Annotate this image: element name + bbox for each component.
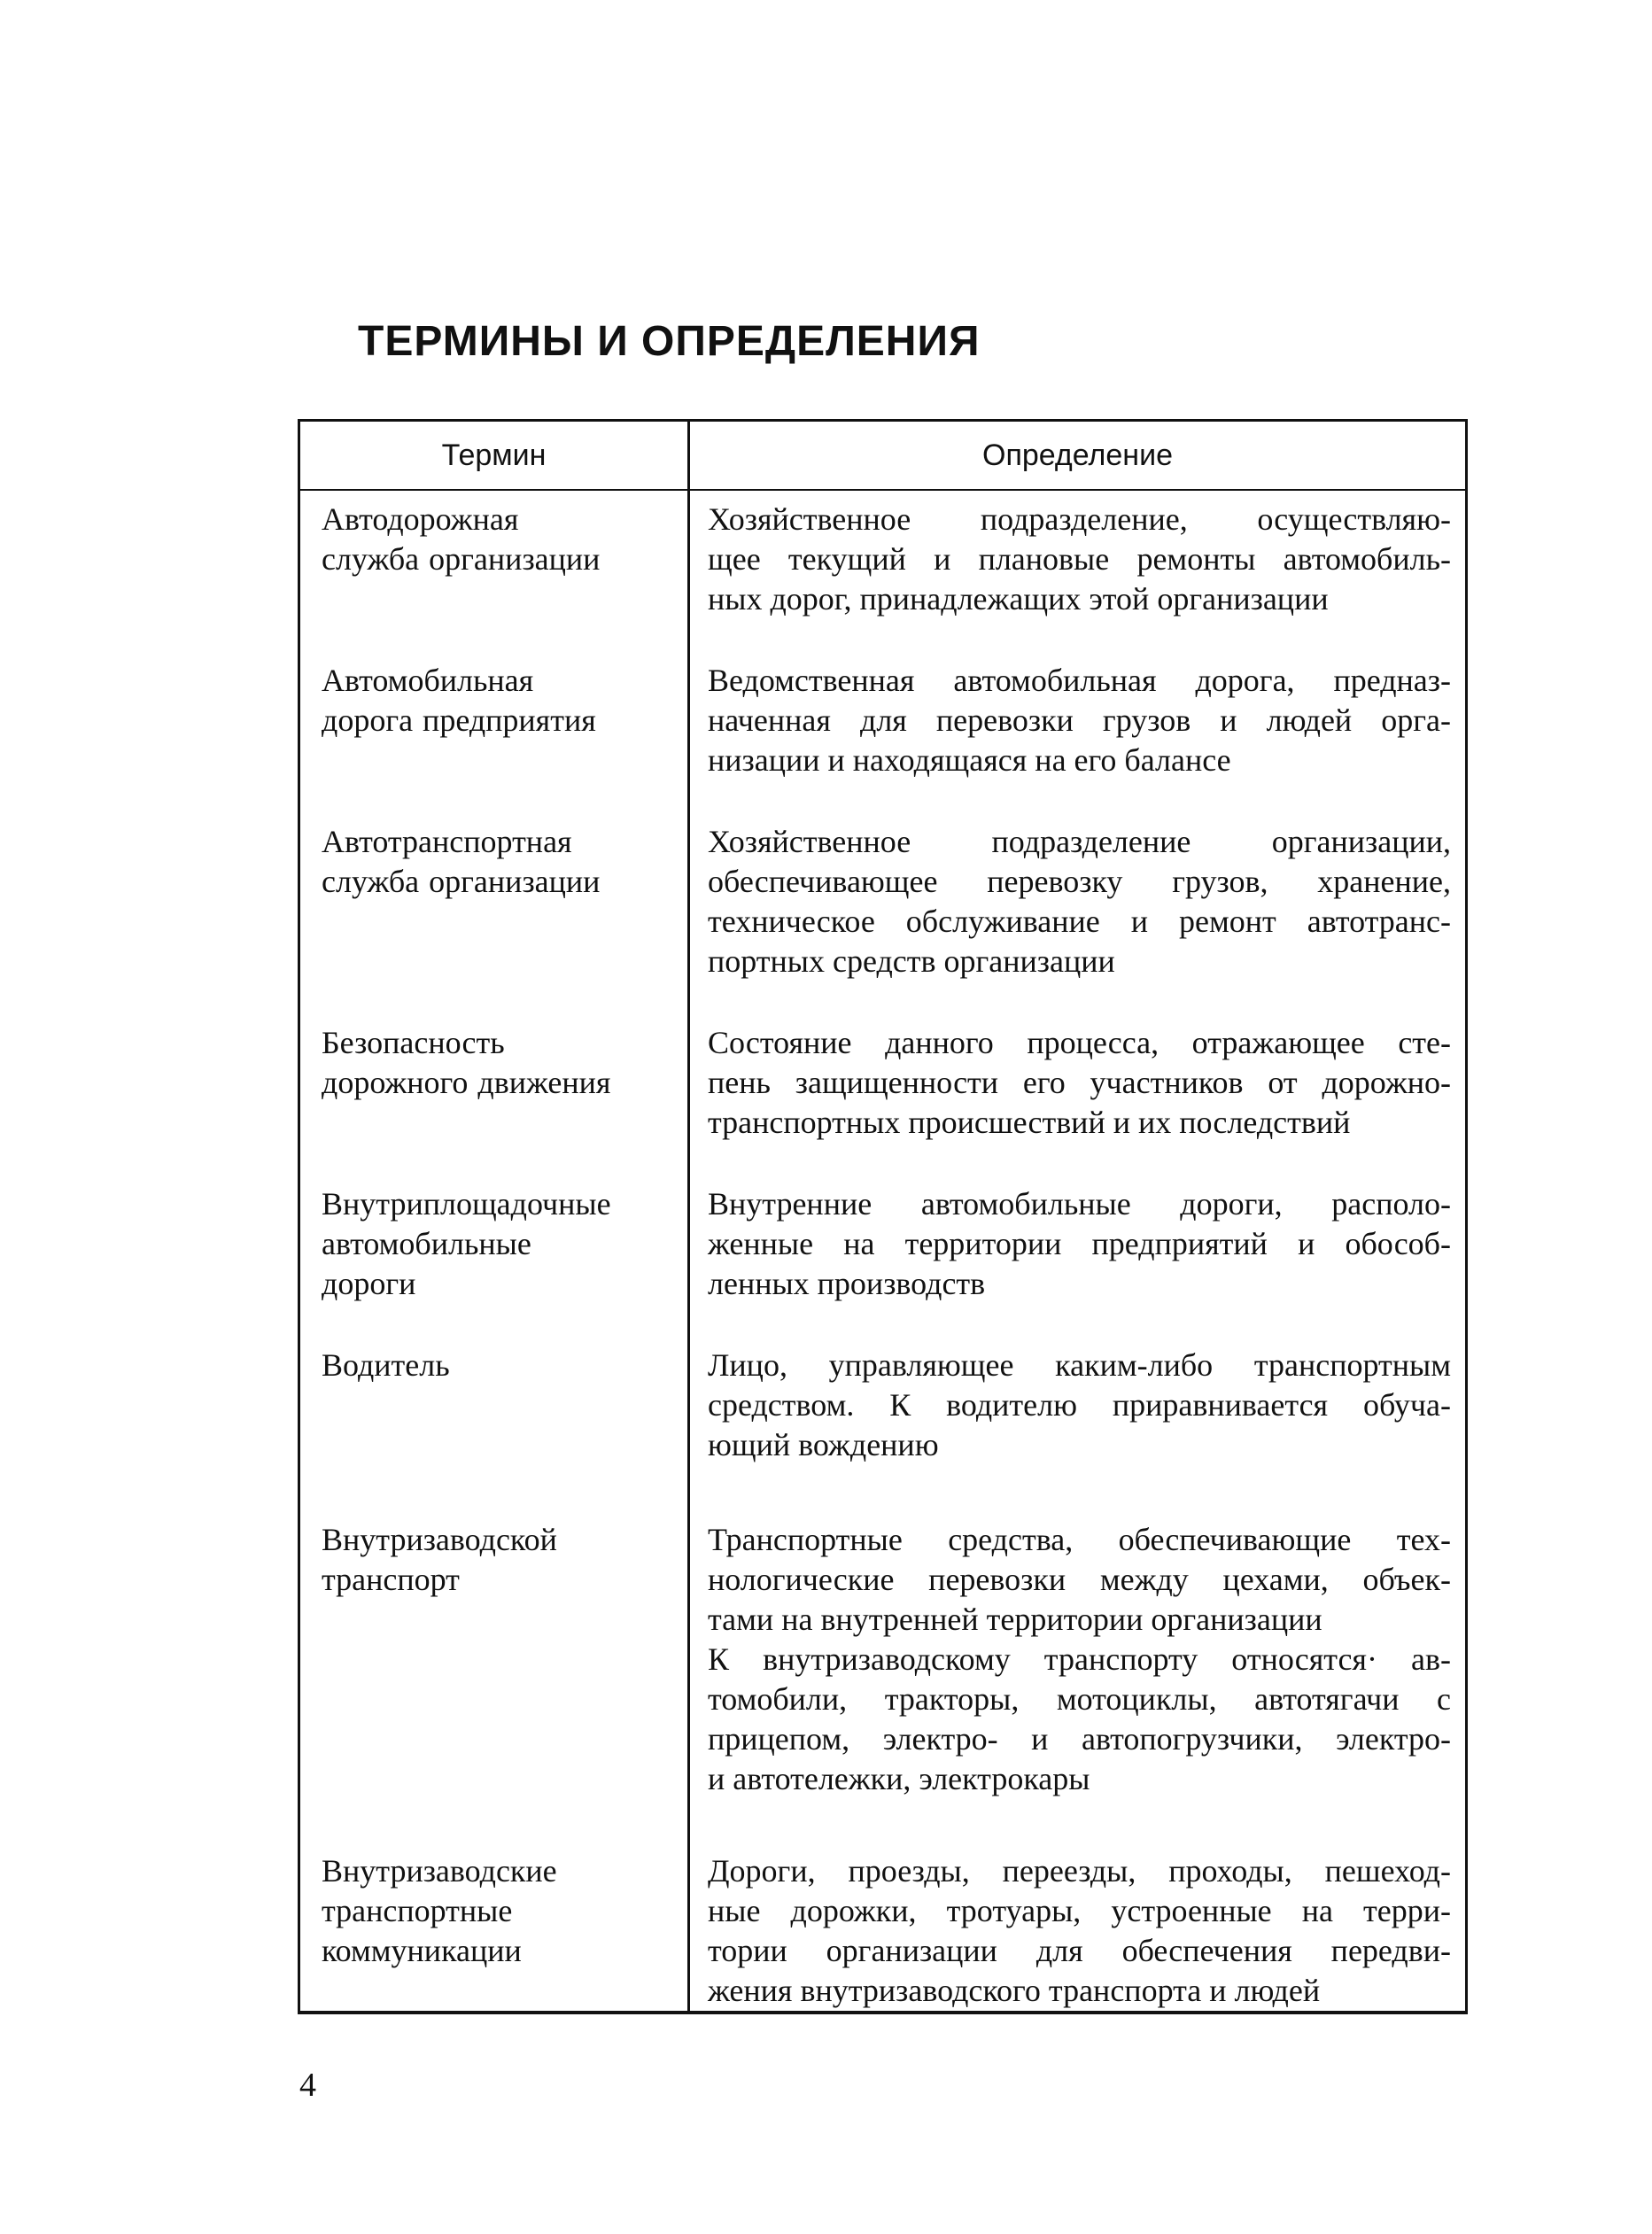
table-row bbox=[299, 1175, 1467, 1337]
term-line: служба организации bbox=[322, 864, 601, 899]
term-cell bbox=[299, 1511, 689, 1842]
table-row bbox=[299, 1842, 1467, 2013]
definition-line: тории организации для обеспечения передви- bbox=[708, 1933, 1451, 1968]
definition-line: низации и находящаяся на его балансе bbox=[708, 742, 1231, 778]
table-header-row bbox=[299, 421, 1467, 491]
definition-line: ных дорог, принадлежащих этой организации bbox=[708, 581, 1329, 617]
definition-line: средством. К водителю приравнивается обуча- bbox=[708, 1387, 1451, 1423]
term-line: дорожного движения bbox=[322, 1065, 611, 1100]
definition-line: обеспечивающее перевозку грузов, хранение, bbox=[708, 864, 1451, 899]
definition-cell bbox=[689, 813, 1467, 1014]
term-line: Внутризаводские bbox=[322, 1853, 557, 1889]
table-row bbox=[299, 1337, 1467, 1511]
definition-line: жения внутризаводского транспорта и людей bbox=[708, 1973, 1321, 2008]
term-line: Безопасность bbox=[322, 1025, 505, 1060]
definition-cell bbox=[689, 1842, 1467, 2013]
term-line: Автомобильная bbox=[322, 663, 534, 698]
term-line: дороги bbox=[322, 1266, 416, 1301]
definition-line: Хозяйственное подразделение, осуществляю- bbox=[708, 501, 1451, 537]
definition-line: и автотележки, электрокары bbox=[708, 1761, 1090, 1796]
definition-cell bbox=[689, 1175, 1467, 1337]
definition-line: прицепом, электро- и автопогрузчики, электро- bbox=[708, 1721, 1451, 1757]
definition-line: транспортных происшествий и их последствий bbox=[708, 1105, 1351, 1140]
terms-table bbox=[298, 419, 1468, 2014]
term-line: Водитель bbox=[322, 1347, 450, 1383]
definition-line: К внутризаводскому транспорту относятся· ав- bbox=[708, 1641, 1451, 1677]
definition-line: Состояние данного процесса, отражающее сте- bbox=[708, 1025, 1451, 1060]
definition-line: ные дорожки, тротуары, устроенные на терри- bbox=[708, 1893, 1451, 1928]
term-line: Внутриплощадочные bbox=[322, 1186, 611, 1222]
definition-line: Дороги, проезды, переезды, проходы, пешеход- bbox=[708, 1853, 1451, 1889]
table-row bbox=[299, 490, 1467, 652]
term-line: Автотранспортная bbox=[322, 824, 572, 859]
column-header-definition: Определение bbox=[689, 421, 1467, 491]
definition-line: Ведомственная автомобильная дорога, предназ- bbox=[708, 663, 1451, 698]
term-line: транспортные bbox=[322, 1893, 513, 1928]
page-title: ТЕРМИНЫ И ОПРЕДЕЛЕНИЯ bbox=[358, 318, 981, 365]
term-cell bbox=[299, 813, 689, 1014]
definition-line: Транспортные средства, обеспечивающие тех- bbox=[708, 1522, 1451, 1557]
definition-cell bbox=[689, 1511, 1467, 1842]
definition-line: нологические перевозки между цехами, объек- bbox=[708, 1562, 1451, 1597]
definition-line: наченная для перевозки грузов и людей орга- bbox=[708, 702, 1451, 738]
term-line: транспорт bbox=[322, 1562, 460, 1597]
definition-line: женные на территории предприятий и обособ- bbox=[708, 1226, 1451, 1261]
definition-line: Хозяйственное подразделение организации, bbox=[708, 824, 1451, 859]
definition-line: ленных производств bbox=[708, 1266, 986, 1301]
definition-cell bbox=[689, 1014, 1467, 1175]
table-row bbox=[299, 652, 1467, 813]
term-cell bbox=[299, 490, 689, 652]
definition-line: Лицо, управляющее каким-либо транспортным bbox=[708, 1347, 1451, 1383]
column-header-term: Термин bbox=[299, 421, 689, 491]
definition-line: техническое обслуживание и ремонт автотранс- bbox=[708, 904, 1451, 939]
table-row bbox=[299, 1014, 1467, 1175]
definition-line: томобили, тракторы, мотоциклы, автотягачи с bbox=[708, 1681, 1451, 1717]
term-line: дорога предприятия bbox=[322, 702, 596, 738]
table-row bbox=[299, 813, 1467, 1014]
term-cell bbox=[299, 1175, 689, 1337]
definition-line: Внутренние автомобильные дороги, располо- bbox=[708, 1186, 1451, 1222]
term-cell bbox=[299, 1842, 689, 2013]
definition-line: портных средств организации bbox=[708, 943, 1115, 979]
page-number: 4 bbox=[299, 2067, 316, 2104]
definition-line: тами на внутренней территории организации bbox=[708, 1602, 1322, 1637]
term-line: автомобильные bbox=[322, 1226, 531, 1261]
definition-line: пень защищенности его участников от дорожно- bbox=[708, 1065, 1451, 1100]
term-line: коммуникации bbox=[322, 1933, 522, 1968]
term-line: Автодорожная bbox=[322, 501, 519, 537]
term-line: Внутризаводской bbox=[322, 1522, 557, 1557]
definition-line: щее текущий и плановые ремонты автомобиль- bbox=[708, 541, 1451, 577]
term-line: служба организации bbox=[322, 541, 601, 577]
definition-cell bbox=[689, 652, 1467, 813]
term-cell bbox=[299, 1014, 689, 1175]
definition-line: ющий вождению bbox=[708, 1427, 939, 1462]
table-row bbox=[299, 1511, 1467, 1842]
definition-cell bbox=[689, 490, 1467, 652]
term-cell bbox=[299, 652, 689, 813]
definition-cell bbox=[689, 1337, 1467, 1511]
term-cell bbox=[299, 1337, 689, 1511]
